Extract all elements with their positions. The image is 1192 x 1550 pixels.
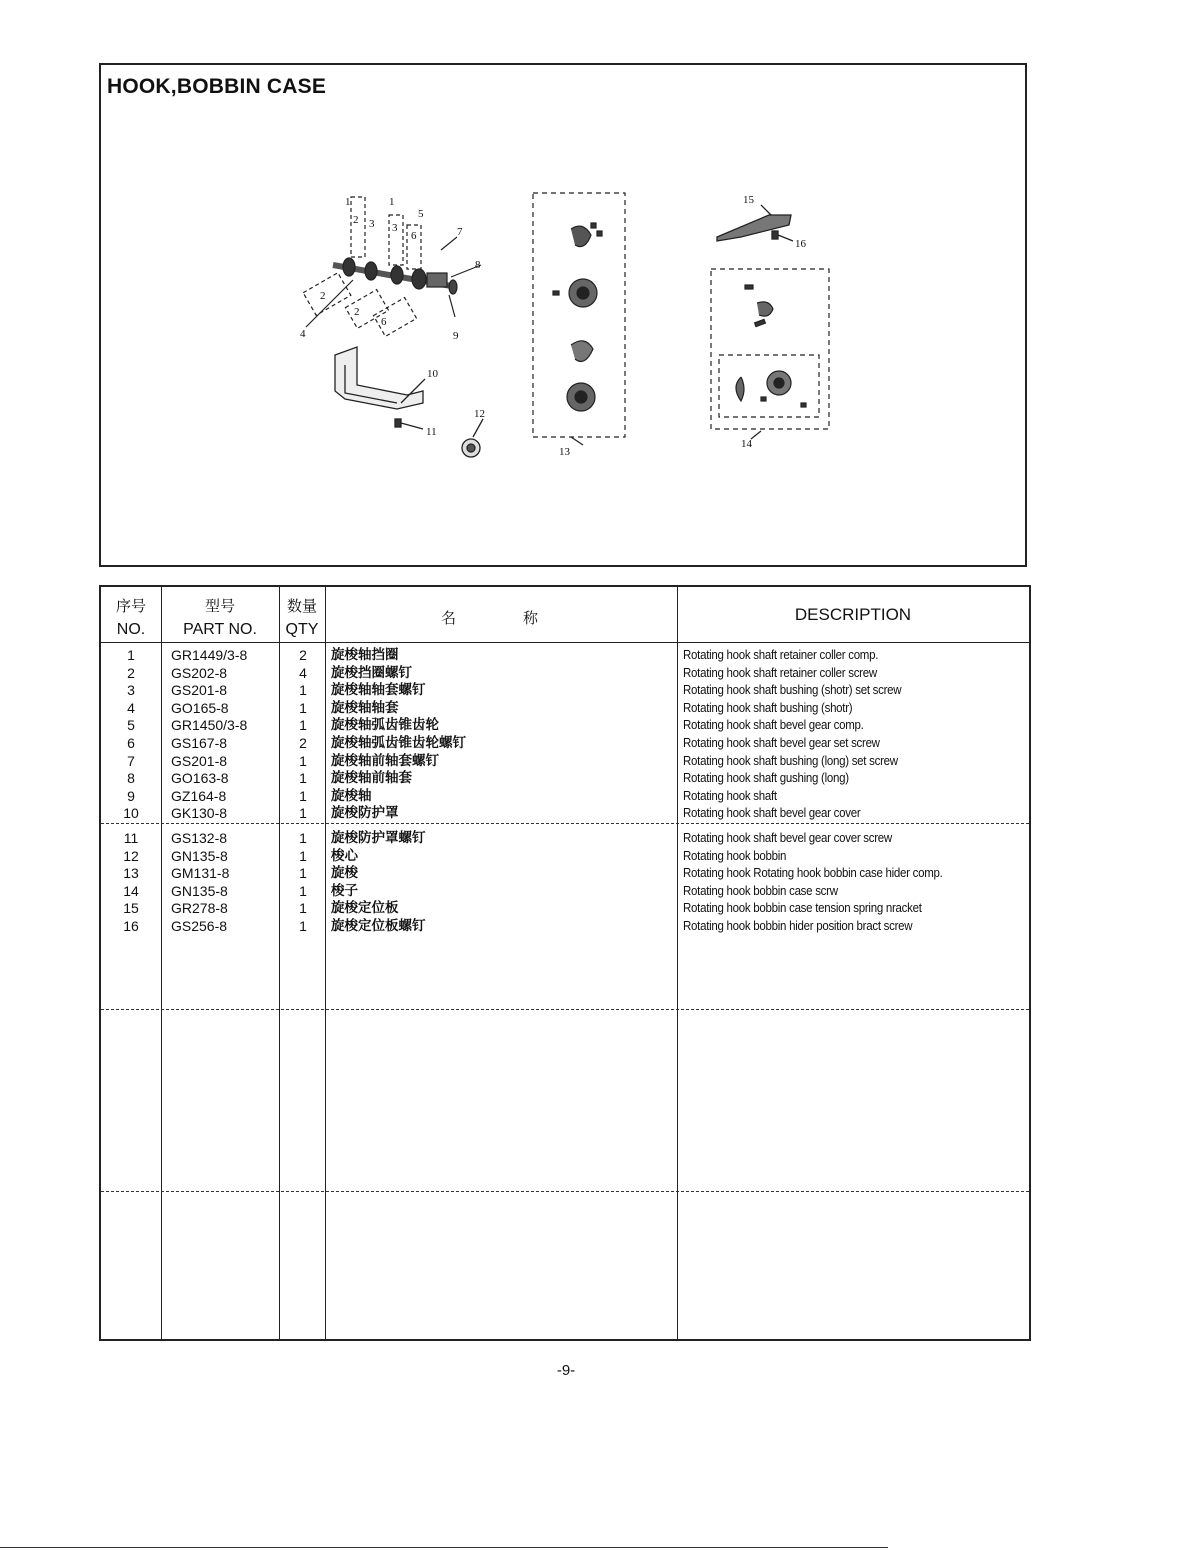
row-part-no: GR278-8 bbox=[171, 900, 228, 917]
row-part-no: GO163-8 bbox=[171, 770, 229, 787]
row-qty: 1 bbox=[299, 787, 307, 804]
row-part-no: GS167-8 bbox=[171, 735, 228, 751]
row-number: 9 bbox=[127, 787, 135, 804]
header-name-cn-1: 名 bbox=[441, 609, 457, 627]
table-row bbox=[101, 805, 1029, 823]
row-number: 13 bbox=[123, 865, 139, 882]
hook-shaft-assembly bbox=[303, 197, 481, 336]
row-qty: 1 bbox=[299, 900, 307, 917]
row-number: 5 bbox=[127, 717, 135, 734]
position-bracket bbox=[717, 205, 793, 241]
row-name-cn: 旋梭轴轴套 bbox=[331, 699, 399, 716]
row-name-cn: 旋梭定位板 bbox=[331, 900, 399, 917]
row-description: Rotating hook shaft bushing (shotr) bbox=[683, 700, 853, 715]
row-qty: 1 bbox=[299, 865, 307, 882]
callout-16: 16 bbox=[795, 238, 806, 250]
header-no-en: NO. bbox=[116, 621, 146, 638]
callout-12: 12 bbox=[474, 408, 485, 420]
row-description: Rotating hook bobbin case tension spring nracket bbox=[683, 901, 922, 916]
callout-9: 9 bbox=[453, 330, 459, 342]
row-group-divider bbox=[101, 823, 1029, 824]
row-part-no: GS201-8 bbox=[171, 682, 228, 699]
table-row bbox=[101, 848, 1029, 866]
row-description: Rotating hook bobbin case scrw bbox=[683, 883, 838, 898]
table-row bbox=[101, 735, 1029, 753]
row-number: 10 bbox=[123, 805, 139, 822]
row-number: 12 bbox=[123, 847, 139, 864]
row-name-cn: 旋梭轴弧齿锥齿轮 bbox=[331, 717, 439, 734]
callout-8: 8 bbox=[475, 259, 481, 271]
callout-4: 4 bbox=[300, 328, 306, 340]
row-part-no: GS256-8 bbox=[171, 918, 228, 934]
row-part-no: GN135-8 bbox=[171, 882, 228, 899]
exploded-parts-diagram bbox=[101, 65, 1029, 569]
callout-2b: 2 bbox=[320, 290, 326, 302]
table-row bbox=[101, 700, 1029, 718]
header-description: DESCRIPTION bbox=[794, 605, 912, 624]
row-qty: 1 bbox=[299, 847, 307, 864]
row-number: 16 bbox=[123, 918, 139, 934]
header-name-cn-2: 称 bbox=[523, 609, 539, 627]
callout-5: 5 bbox=[418, 208, 424, 220]
callout-11: 11 bbox=[426, 426, 437, 438]
row-name-cn: 旋梭轴轴套螺钉 bbox=[331, 682, 426, 699]
callout-14: 14 bbox=[741, 438, 752, 450]
row-name-cn: 旋梭轴弧齿锥齿轮螺钉 bbox=[331, 735, 466, 751]
row-name-cn: 旋梭定位板螺钉 bbox=[331, 918, 426, 934]
row-number: 8 bbox=[127, 770, 135, 787]
table-row bbox=[101, 788, 1029, 806]
row-qty: 1 bbox=[299, 830, 307, 846]
row-qty: 1 bbox=[299, 882, 307, 899]
row-part-no: GS132-8 bbox=[171, 830, 228, 846]
table-row bbox=[101, 665, 1029, 683]
row-part-no: GS202-8 bbox=[171, 664, 228, 681]
row-part-no: GN135-8 bbox=[171, 847, 228, 864]
row-number: 6 bbox=[127, 735, 135, 751]
table-row bbox=[101, 900, 1029, 918]
row-name-cn: 旋梭 bbox=[331, 865, 358, 882]
row-part-no: GZ164-8 bbox=[171, 787, 227, 804]
row-part-no: GS201-8 bbox=[171, 752, 228, 769]
row-name-cn: 旋梭防护罩螺钉 bbox=[331, 830, 426, 846]
row-description: Rotating hook shaft bushing (shotr) set screw bbox=[683, 683, 902, 698]
page-number: -9- bbox=[556, 1362, 576, 1379]
row-group-divider bbox=[101, 1009, 1029, 1010]
row-number: 3 bbox=[127, 682, 135, 699]
row-name-cn: 旋梭轴前轴套 bbox=[331, 770, 412, 787]
row-qty: 1 bbox=[299, 918, 307, 934]
callout-3a: 3 bbox=[369, 218, 375, 230]
row-qty: 2 bbox=[299, 735, 307, 751]
row-description: Rotating hook Rotating hook bobbin case hider comp. bbox=[683, 866, 943, 881]
row-qty: 4 bbox=[299, 664, 307, 681]
bevel-gear-cover bbox=[335, 347, 483, 457]
callout-2a: 2 bbox=[353, 214, 359, 226]
row-part-no: GM131-8 bbox=[171, 865, 230, 882]
row-name-cn: 旋梭防护罩 bbox=[331, 805, 399, 822]
parts-diagram-panel bbox=[99, 63, 1027, 567]
row-part-no: GK130-8 bbox=[171, 805, 228, 822]
row-description: Rotating hook shaft bevel gear comp. bbox=[683, 718, 864, 733]
header-part-en: PART NO. bbox=[183, 621, 257, 638]
row-qty: 1 bbox=[299, 752, 307, 769]
table-row bbox=[101, 865, 1029, 883]
row-number: 11 bbox=[123, 830, 139, 846]
header-qty-en: QTY bbox=[285, 621, 319, 638]
header-qty-cn: 数量 bbox=[286, 597, 317, 615]
row-qty: 1 bbox=[299, 682, 307, 699]
bottom-rule bbox=[0, 1547, 888, 1548]
row-description: Rotating hook shaft bevel gear cover screw bbox=[683, 831, 892, 845]
header-divider bbox=[101, 642, 1029, 643]
row-number: 1 bbox=[127, 647, 135, 663]
callout-15: 15 bbox=[743, 194, 754, 206]
row-name-cn: 旋梭轴 bbox=[331, 787, 372, 804]
callout-7: 7 bbox=[457, 226, 463, 238]
callout-6b: 6 bbox=[381, 316, 387, 328]
row-qty: 1 bbox=[299, 805, 307, 822]
callout-6a: 6 bbox=[411, 230, 417, 242]
row-description: Rotating hook shaft bevel gear set screw bbox=[683, 736, 880, 750]
table-row bbox=[101, 717, 1029, 735]
table-row bbox=[101, 883, 1029, 901]
parts-table bbox=[99, 585, 1031, 1341]
callout-10: 10 bbox=[427, 368, 438, 380]
row-name-cn: 梭子 bbox=[331, 882, 358, 899]
row-name-cn: 旋梭轴前轴套螺钉 bbox=[331, 752, 439, 769]
row-number: 4 bbox=[127, 699, 135, 716]
row-description: Rotating hook shaft retainer coller screw bbox=[683, 665, 877, 680]
table-row bbox=[101, 753, 1029, 771]
row-description: Rotating hook bobbin bbox=[683, 848, 787, 863]
rotating-hook-group bbox=[533, 193, 625, 445]
row-number: 14 bbox=[123, 882, 139, 899]
callout-3b: 3 bbox=[392, 222, 398, 234]
row-qty: 2 bbox=[299, 647, 307, 663]
row-part-no: GO165-8 bbox=[171, 699, 229, 716]
row-qty: 1 bbox=[299, 717, 307, 734]
row-number: 15 bbox=[123, 900, 139, 917]
row-description: Rotating hook shaft gushing (long) bbox=[683, 771, 849, 786]
table-row bbox=[101, 918, 1029, 936]
row-description: Rotating hook shaft bevel gear cover bbox=[683, 806, 861, 821]
row-part-no: GR1449/3-8 bbox=[171, 647, 248, 663]
row-description: Rotating hook shaft retainer coller comp. bbox=[683, 648, 879, 662]
row-number: 2 bbox=[127, 664, 135, 681]
row-group-divider bbox=[101, 1191, 1029, 1192]
row-description: Rotating hook shaft bushing (long) set screw bbox=[683, 753, 898, 768]
table-row bbox=[101, 682, 1029, 700]
row-name-cn: 旋梭轴挡圈 bbox=[331, 647, 399, 663]
table-row bbox=[101, 830, 1029, 848]
section-title: HOOK,BOBBIN CASE bbox=[107, 75, 327, 98]
row-name-cn: 旋梭挡圈螺钉 bbox=[331, 664, 412, 681]
row-description: Rotating hook bobbin hider position bract screw bbox=[683, 919, 913, 933]
callout-13: 13 bbox=[559, 446, 570, 458]
row-description: Rotating hook shaft bbox=[683, 788, 777, 803]
header-no-cn: 序号 bbox=[115, 597, 146, 615]
table-row bbox=[101, 770, 1029, 788]
row-qty: 1 bbox=[299, 699, 307, 716]
row-qty: 1 bbox=[299, 770, 307, 787]
callout-1a: 1 bbox=[345, 196, 351, 208]
header-part-cn: 型号 bbox=[204, 597, 235, 615]
row-name-cn: 梭心 bbox=[331, 847, 358, 864]
callout-1b: 1 bbox=[389, 196, 395, 208]
row-number: 7 bbox=[127, 752, 135, 769]
table-row bbox=[101, 647, 1029, 665]
callout-2c: 2 bbox=[354, 306, 360, 318]
row-part-no: GR1450/3-8 bbox=[171, 717, 248, 734]
bobbin-case-group bbox=[711, 269, 829, 439]
